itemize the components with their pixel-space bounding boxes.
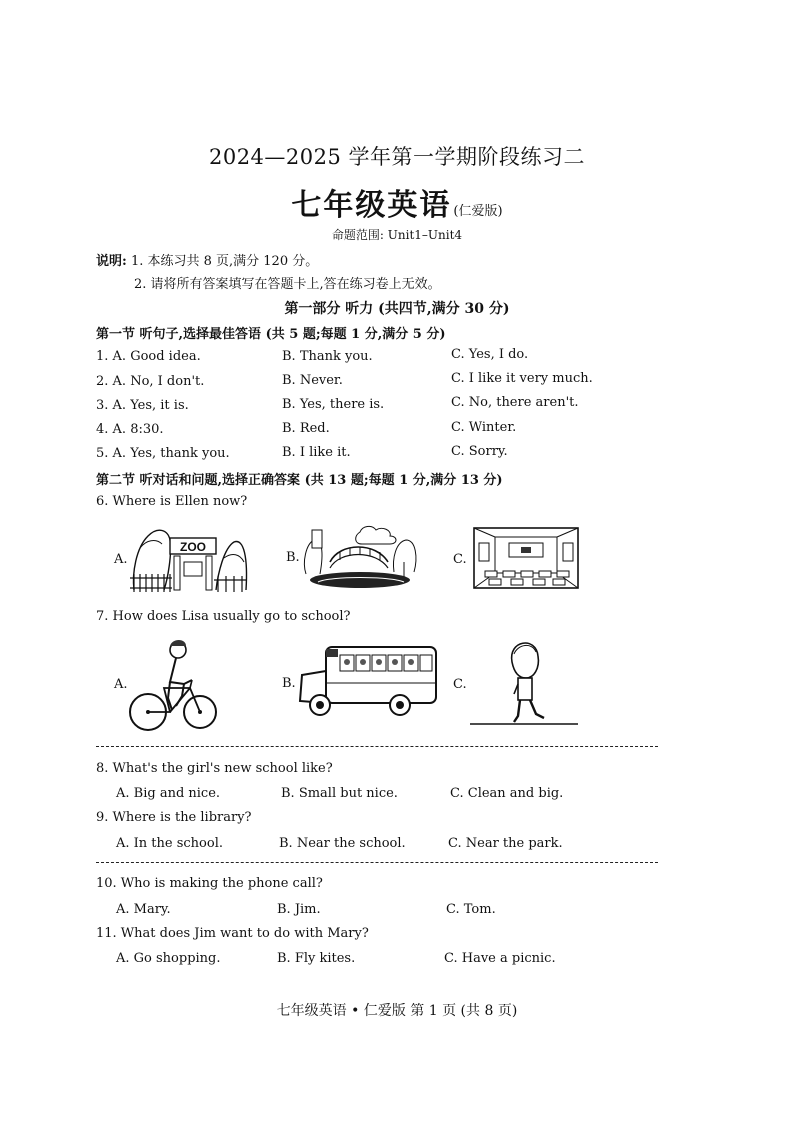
q10-text: 10. Who is making the phone call? xyxy=(96,876,323,891)
q4-option-c: C. Winter. xyxy=(451,420,517,435)
q3-option-b: B. Yes, there is. xyxy=(282,397,385,412)
exam-title: 2024—2025 学年第一学期阶段练习二 xyxy=(208,145,586,169)
q3-option-c: C. No, there aren't. xyxy=(451,395,579,410)
zoo-gate-image xyxy=(128,518,250,594)
q8-option-a: A. Big and nice. xyxy=(116,786,221,801)
q7-label-b: B. xyxy=(282,676,296,691)
q7-label-a: A. xyxy=(114,677,128,692)
notes-item-1: 1. 本练习共 8 页,满分 120 分。 xyxy=(130,254,319,269)
school-bus-image xyxy=(296,643,440,719)
q8-option-b: B. Small but nice. xyxy=(281,786,398,801)
q5-option-c: C. Sorry. xyxy=(451,444,508,459)
classroom-image xyxy=(473,527,579,589)
section2-heading: 第二节 听对话和问题,选择正确答案 (共 13 题;每题 1 分,满分 13 分) xyxy=(96,473,503,488)
section1-heading: 第一节 听句子,选择最佳答语 (共 5 题;每题 1 分,满分 5 分) xyxy=(96,327,446,342)
q3-option-a: 3. A. Yes, it is. xyxy=(96,398,189,413)
notes-label: 说明: xyxy=(96,254,127,269)
part1-heading: 第一部分 听力 (共四节,满分 30 分) xyxy=(284,301,510,317)
q11-option-a: A. Go shopping. xyxy=(116,951,221,966)
scope-line: 命题范围: Unit1–Unit4 xyxy=(331,228,463,242)
notes-line-1 xyxy=(96,250,318,269)
q9-text: 9. Where is the library? xyxy=(96,810,252,825)
q9-option-c: C. Near the park. xyxy=(448,836,563,851)
q6-text: 6. Where is Ellen now? xyxy=(96,494,248,509)
q1-option-a: 1. A. Good idea. xyxy=(96,349,201,364)
q4-option-a: 4. A. 8:30. xyxy=(96,422,164,437)
q9-option-b: B. Near the school. xyxy=(279,836,406,851)
q11-option-b: B. Fly kites. xyxy=(277,951,356,966)
bicycle-image xyxy=(128,636,218,734)
q2-option-b: B. Never. xyxy=(282,373,343,388)
q10-option-b: B. Jim. xyxy=(277,902,321,917)
park-bridge-image xyxy=(300,522,420,594)
q7-label-c: C. xyxy=(453,677,467,692)
q4-option-b: B. Red. xyxy=(282,421,330,436)
q8-text: 8. What's the girl's new school like? xyxy=(96,761,333,776)
q10-option-c: C. Tom. xyxy=(446,902,496,917)
q6-label-b: B. xyxy=(286,550,300,565)
q7-text: 7. How does Lisa usually go to school? xyxy=(96,609,351,624)
q1-option-b: B. Thank you. xyxy=(282,349,373,364)
q9-option-a: A. In the school. xyxy=(116,836,223,851)
walking-girl-image xyxy=(468,634,580,728)
q5-option-b: B. I like it. xyxy=(282,445,351,460)
q6-label-c: C. xyxy=(453,552,467,567)
q1-option-c: C. Yes, I do. xyxy=(451,347,529,362)
edition-label: (仁爱版) xyxy=(453,204,503,219)
q5-option-a: 5. A. Yes, thank you. xyxy=(96,446,230,461)
page-footer: 七年级英语 • 仁爱版 第 1 页 (共 8 页) xyxy=(276,1003,518,1019)
q6-label-a: A. xyxy=(114,552,128,567)
notes-item-2: 2. 请将所有答案填写在答题卡上,答在练习卷上无效。 xyxy=(134,277,441,292)
subject-name: 七年级英语 xyxy=(291,188,452,223)
q11-text: 11. What does Jim want to do with Mary? xyxy=(96,926,369,941)
zoo-sign: ZOO xyxy=(180,540,206,554)
q8-option-c: C. Clean and big. xyxy=(450,786,564,801)
q11-option-c: C. Have a picnic. xyxy=(444,951,556,966)
q2-option-a: 2. A. No, I don't. xyxy=(96,374,205,389)
cut-line-1 xyxy=(96,746,658,747)
subject-title xyxy=(0,180,794,224)
q2-option-c: C. I like it very much. xyxy=(451,371,593,386)
cut-line-2 xyxy=(96,862,658,863)
q10-option-a: A. Mary. xyxy=(116,902,171,917)
